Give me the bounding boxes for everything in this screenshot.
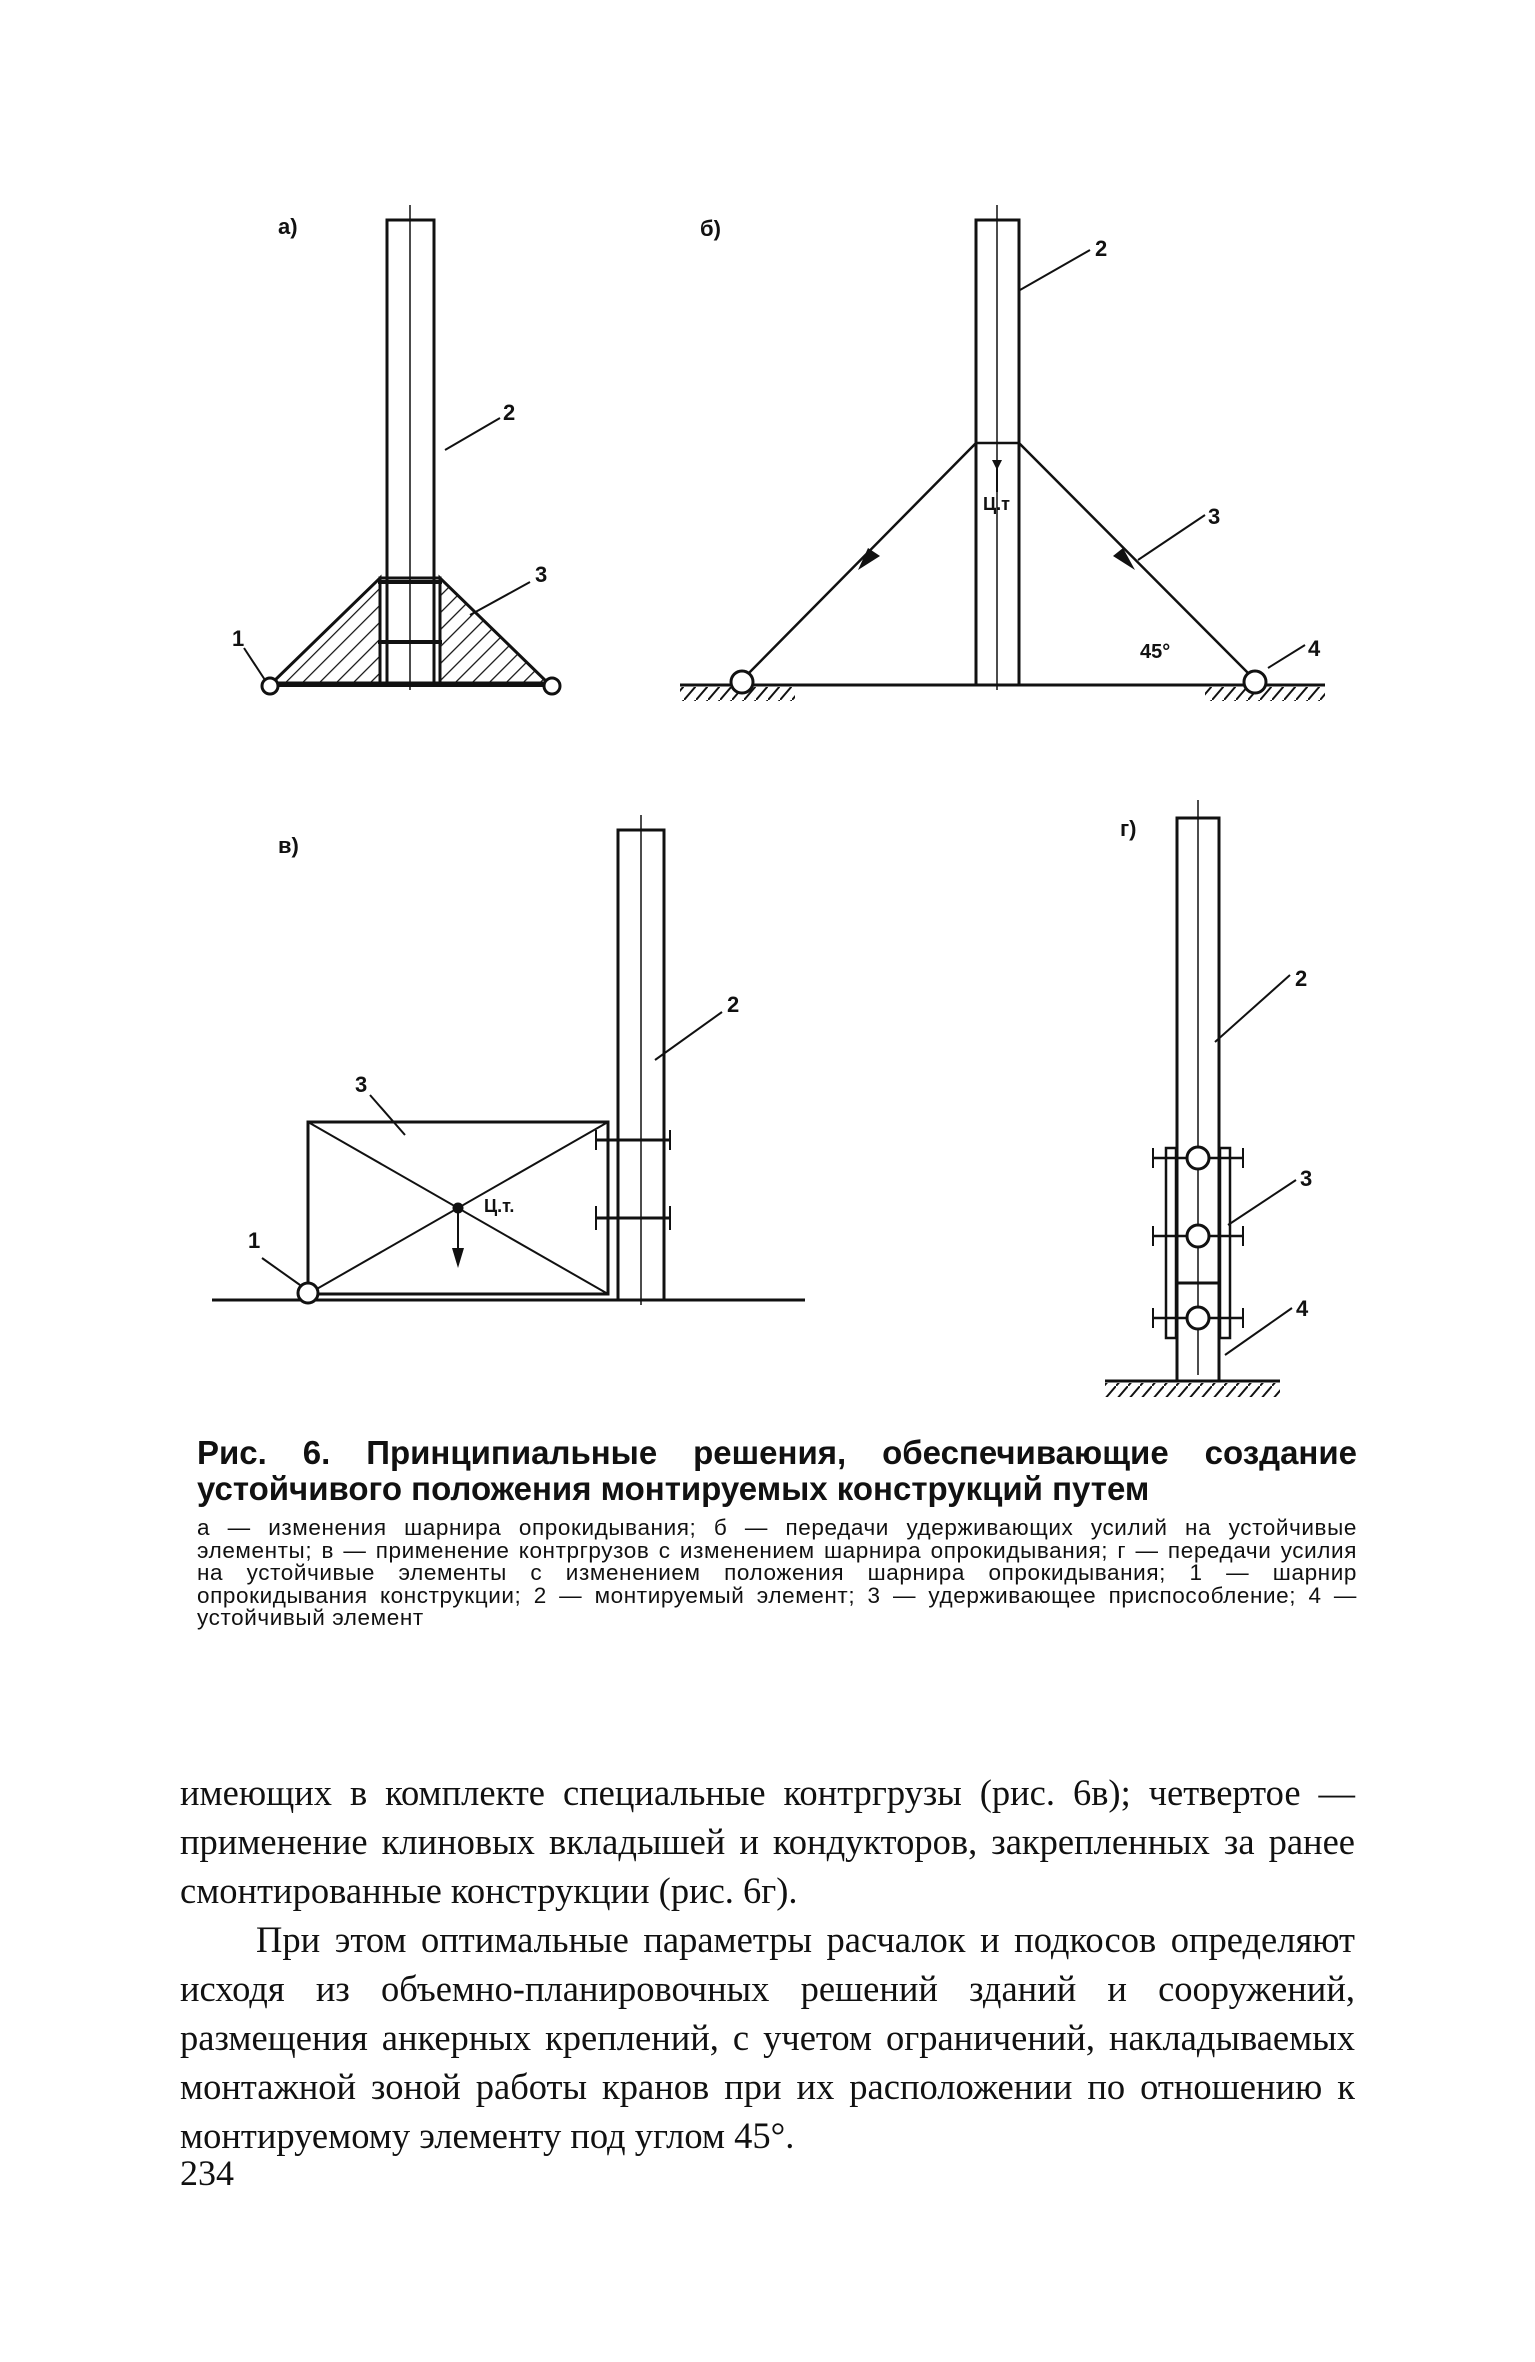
panel-g-label: г) bbox=[1120, 816, 1137, 841]
label-g-2: 2 bbox=[1295, 966, 1308, 991]
label-v-3: 3 bbox=[355, 1072, 368, 1097]
anchor-b-left bbox=[731, 671, 753, 693]
label-v-1: 1 bbox=[248, 1228, 261, 1253]
panel-g bbox=[1105, 800, 1312, 1397]
guy-lines bbox=[742, 443, 1255, 680]
panel-a bbox=[232, 205, 560, 694]
figure-caption bbox=[197, 1435, 1357, 1630]
hinge-v bbox=[298, 1283, 318, 1303]
hinge-a-right bbox=[544, 678, 560, 694]
label-b-2: 2 bbox=[1095, 236, 1108, 261]
panel-a-label: а) bbox=[278, 214, 298, 239]
panel-b-label: б) bbox=[700, 216, 721, 241]
left-brace-hatched bbox=[272, 578, 380, 683]
right-brace-hatched bbox=[440, 578, 548, 683]
panel-b bbox=[680, 205, 1325, 701]
label-g-4: 4 bbox=[1296, 1296, 1309, 1321]
hinge-a-left bbox=[262, 678, 278, 694]
paragraph-1: имеющих в комплекте специальные контргрузы (рис. 6в); четвертое — применение клиновых вкладышей и кондукторов, закрепленных за ранее смонтированные конструкции (рис. 6г). bbox=[180, 1772, 1355, 1911]
label-a-3: 3 bbox=[535, 562, 548, 587]
body-text bbox=[180, 1768, 1355, 2160]
label-a-1: 1 bbox=[232, 626, 245, 651]
paragraph-2: При этом оптимальные параметры расчалок и подкосов определяют исходя из объемно-планировочных решений зданий и сооружений, размещения анкерных креплений, с учетом ограничений, накладываемых монтажной зоной работы кранов при их расположении по отношению к монтируемому элементу под углом 45°. bbox=[180, 1919, 1355, 2156]
angle-label: 45° bbox=[1140, 641, 1171, 663]
label-g-3: 3 bbox=[1300, 1166, 1313, 1191]
cg-label-v: Ц.т. bbox=[484, 1196, 515, 1216]
page-number: 234 bbox=[180, 2153, 234, 2193]
anchor-b-right bbox=[1244, 671, 1266, 693]
label-b-3: 3 bbox=[1208, 504, 1221, 529]
label-b-4: 4 bbox=[1308, 636, 1321, 661]
panel-v-label: в) bbox=[278, 833, 299, 858]
label-a-2: 2 bbox=[503, 400, 516, 425]
panel-v bbox=[212, 815, 805, 1305]
caption-title: Рис. 6. Принципиальные решения, обеспечивающие создание устойчивого положения монтируемых конструкций путем bbox=[197, 1434, 1357, 1507]
cg-label-b: Ц.т bbox=[983, 494, 1010, 514]
label-v-2: 2 bbox=[727, 992, 740, 1017]
caption-legend: а — изменения шарнира опрокидывания; б — передачи удерживающих усилий на устойчивые элементы; в — применение контргрузов с изменением шарнира опрокидывания; г — передачи усилия на устойчивые элементы с изменением положения шарнира опрокидывания; 1 — шарнир опрокидывания конструкции; 2 — монтируемый элемент; 3 — удерживающее приспособление; 4 — устойчивый элемент bbox=[197, 1515, 1357, 1630]
